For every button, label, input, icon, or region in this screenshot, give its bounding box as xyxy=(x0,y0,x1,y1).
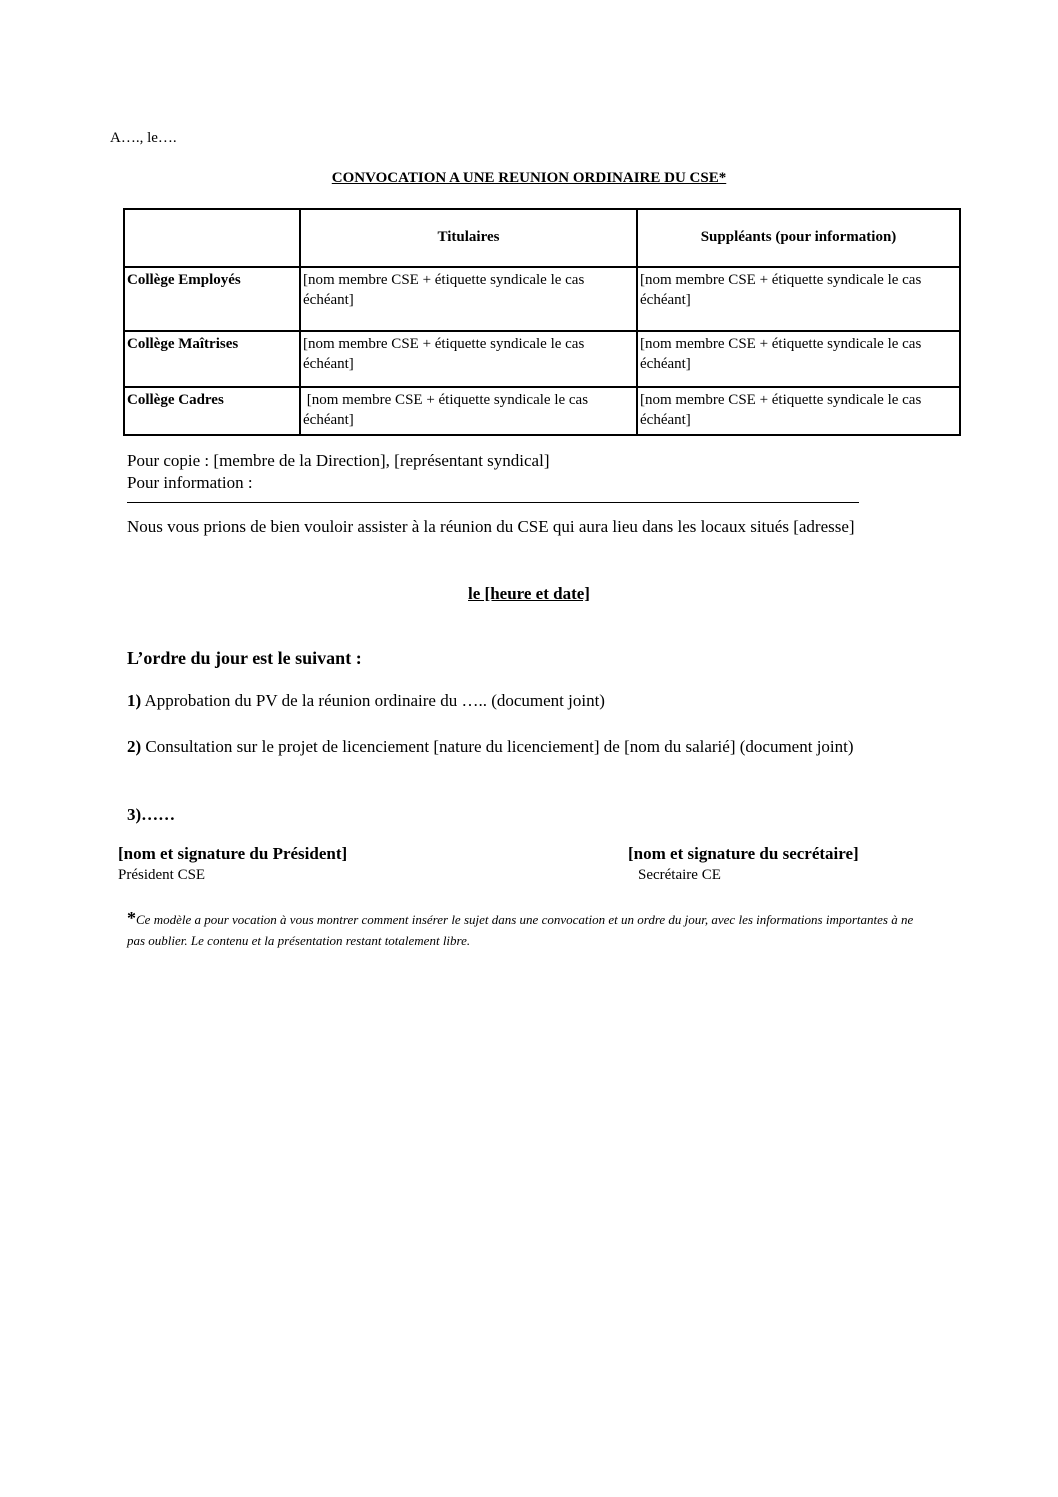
secretary-signature-label: [nom et signature du secrétaire] xyxy=(628,844,859,863)
agenda-item xyxy=(127,804,933,826)
suppleants-cell: [nom membre CSE + étiquette syndicale le cas échéant] xyxy=(637,267,960,331)
president-signature-label: [nom et signature du Président] xyxy=(118,844,348,863)
table-row xyxy=(124,267,960,331)
agenda-item-text: Approbation du PV de la réunion ordinaire du ….. (document joint) xyxy=(141,691,605,710)
agenda-heading: L’ordre du jour est le suivant : xyxy=(127,648,362,668)
invitation-paragraph: Nous vous prions de bien vouloir assister à la réunion du CSE qui aura lieu dans les locaux situés [adresse] xyxy=(127,517,855,536)
members-table xyxy=(123,208,961,436)
suppleants-cell: [nom membre CSE + étiquette syndicale le cas échéant] xyxy=(637,387,960,435)
document-title: CONVOCATION A UNE REUNION ORDINAIRE DU CSE* xyxy=(331,170,727,186)
college-cell: Collège Maîtrises xyxy=(124,331,300,387)
footnote-text: Ce modèle a pour vocation à vous montrer comment insérer le sujet dans une convocation et un ordre du jour, avec les informations importantes à ne pas oublier. Le contenu et la présentation restant totalement libre. xyxy=(127,912,914,948)
titulaires-cell: [nom membre CSE + étiquette syndicale le cas échéant] xyxy=(300,387,637,435)
copy-line: Pour copie : [membre de la Direction], [représentant syndical] xyxy=(127,451,550,470)
footnote-asterisk: * xyxy=(127,908,136,928)
footnote xyxy=(127,908,927,951)
table-header-cell xyxy=(124,209,300,267)
date-place-line: A…., le…. xyxy=(110,130,177,146)
agenda-item-number: 2) xyxy=(127,737,142,756)
table-row xyxy=(124,387,960,435)
table-header-cell: Suppléants (pour information) xyxy=(637,209,960,267)
info-line: Pour information : xyxy=(127,473,253,492)
separator-line xyxy=(127,502,859,503)
table-row xyxy=(124,331,960,387)
college-cell: Collège Cadres xyxy=(124,387,300,435)
agenda-item-number: 1) xyxy=(127,691,142,710)
suppleants-cell: [nom membre CSE + étiquette syndicale le cas échéant] xyxy=(637,331,960,387)
titulaires-cell: [nom membre CSE + étiquette syndicale le cas échéant] xyxy=(300,267,637,331)
president-role: Président CSE xyxy=(118,867,206,883)
college-cell: Collège Employés xyxy=(124,267,300,331)
meeting-datetime: le [heure et date] xyxy=(468,584,590,603)
table-header-row xyxy=(124,209,960,267)
titulaires-cell: [nom membre CSE + étiquette syndicale le cas échéant] xyxy=(300,331,637,387)
agenda-item xyxy=(127,736,933,758)
agenda-item-text: Consultation sur le projet de licenciement [nature du licenciement] de [nom du salarié] (document joint) xyxy=(141,737,854,756)
agenda-item xyxy=(127,690,933,712)
secretary-role: Secrétaire CE xyxy=(638,867,721,883)
table-header-cell: Titulaires xyxy=(300,209,637,267)
agenda-item-number: 3)…… xyxy=(127,805,176,824)
